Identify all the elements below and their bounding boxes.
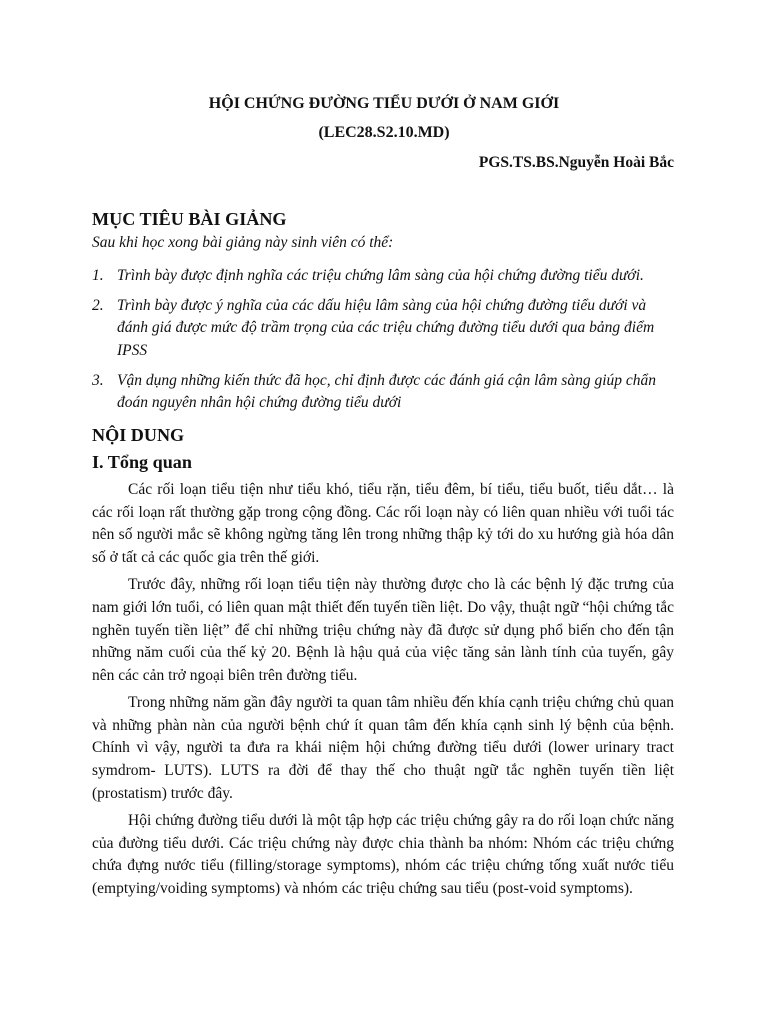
body-paragraph: Các rối loạn tiểu tiện như tiểu khó, tiểu rặn, tiểu đêm, bí tiểu, tiểu buốt, tiểu dắt… là các rối loạn rất thường gặp trong cộng đồng. Các rối loạn này có liên quan nhiều với tuổi tác nên số người mắc sẽ không ngừng tăng lên trong những thập kỷ tới do xu hướng già hóa dân số ở tất cả các quốc gia trên thế giới. (92, 480, 674, 566)
document-title: HỘI CHỨNG ĐƯỜNG TIỂU DƯỚI Ở NAM GIỚI (208, 95, 560, 112)
objectives-list (92, 265, 674, 415)
objective-number: 2. (92, 296, 104, 314)
objectives-intro: Sau khi học xong bài giảng này sinh viên có thể: (92, 233, 394, 251)
document-body (92, 208, 674, 906)
section-title: I. Tổng quan (92, 452, 192, 473)
objective-number: 3. (92, 371, 104, 389)
lecture-code: (LEC28.S2.10.MD) (318, 124, 450, 141)
objective-text: Vận dụng những kiến thức đã học, chỉ định được các đánh giá cận lâm sàng giúp chẩn đoán nguyên nhân hội chứng đường tiểu dưới (117, 371, 657, 412)
author-name: PGS.TS.BS.Nguyễn Hoài Bắc (478, 154, 674, 171)
objective-item (92, 265, 674, 288)
body-paragraph: Trước đây, những rối loạn tiểu tiện này thường được cho là các bệnh lý đặc trưng của nam giới lớn tuổi, có liên quan mật thiết đến tuyến tiền liệt. Do vậy, thuật ngữ “hội chứng tắc nghẽn tuyến tiền liệt” để chỉ những triệu chứng này đã được sử dụng phổ biến cho đến tận những năm cuối của thế kỷ 20. Bệnh là hậu quả của việc tăng sản lành tính của tuyến, gây nên các cản trở ngoại biên trên đường tiểu. (92, 576, 674, 684)
content-heading: NỘI DUNG (92, 424, 185, 445)
body-paragraph: Trong những năm gần đây người ta quan tâm nhiều đến khía cạnh triệu chứng chủ quan và những phàn nàn của người bệnh chứ ít quan tâm đến khía cạnh sinh lý bệnh của bệnh. Chính vì vậy, người ta đưa ra khái niệm hội chứng đường tiểu dưới (lower urinary tract symdrom- LUTS). LUTS ra đời để thay thế cho thuật ngữ tắc nghẽn tuyến tiền liệt (prostatism) trước đây. (92, 694, 674, 802)
objective-text: Trình bày được ý nghĩa của các dấu hiệu lâm sàng của hội chứng đường tiểu dưới và đánh giá được mức độ trầm trọng của các triệu chứng đường tiểu dưới qua bảng điểm IPSS (117, 296, 655, 359)
body-paragraph: Hội chứng đường tiểu dưới là một tập hợp các triệu chứng gây ra do rối loạn chức năng của đường tiểu dưới. Các triệu chứng này được chia thành ba nhóm: Nhóm các triệu chứng chứa đựng nước tiểu (filling/storage symptoms), nhóm các triệu chứng tống xuất nước tiểu (emptying/voiding symptoms) và nhóm các triệu chứng sau tiểu (post-void symptoms). (92, 812, 674, 898)
objective-item (92, 370, 674, 415)
objectives-heading: MỤC TIÊU BÀI GIẢNG (92, 209, 287, 229)
objective-item (92, 295, 674, 363)
objective-number: 1. (92, 267, 104, 285)
objective-text: Trình bày được định nghĩa các triệu chứng lâm sàng của hội chứng đường tiểu dưới. (117, 267, 644, 285)
